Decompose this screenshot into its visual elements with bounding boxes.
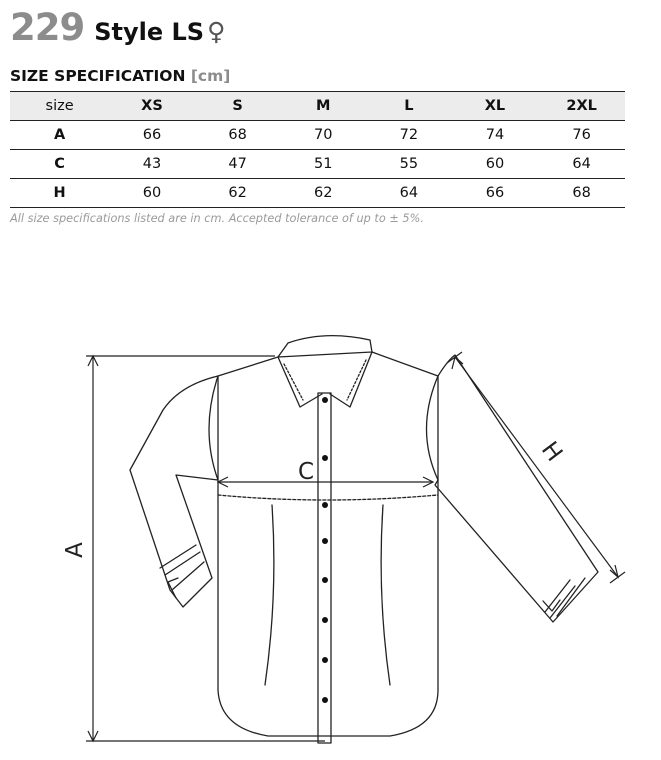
row-label: H: [10, 179, 109, 208]
table-cell: 47: [195, 150, 281, 179]
shirt-button: [322, 455, 328, 461]
shirt-button: [322, 577, 328, 583]
shirt-dart-left: [265, 505, 274, 685]
product-style-name: Style LS: [94, 18, 205, 46]
dim-h-label: H: [536, 437, 568, 467]
female-symbol-icon: ♀: [207, 17, 226, 46]
table-cell: 51: [280, 150, 366, 179]
table-cell: 72: [366, 121, 452, 150]
dim-a-label: A: [62, 542, 88, 558]
table-cell: 55: [366, 150, 452, 179]
row-label: A: [10, 121, 109, 150]
table-cell: 68: [538, 179, 625, 208]
shirt-sleeve-left: [130, 376, 218, 607]
size-header-cell: M: [280, 92, 366, 121]
table-cell: 64: [366, 179, 452, 208]
shirt-body-outline: [218, 352, 438, 736]
shirt-button: [322, 657, 328, 663]
table-cell: 68: [195, 121, 281, 150]
table-cell: 70: [280, 121, 366, 150]
size-header-cell: S: [195, 92, 281, 121]
size-header-cell: L: [366, 92, 452, 121]
product-code: 229: [10, 6, 85, 49]
shirt-dart-right: [381, 505, 390, 685]
table-cell: 64: [538, 150, 625, 179]
shirt-collar-band: [278, 336, 372, 357]
size-header-cell: XS: [109, 92, 195, 121]
shirt-sleeve-right: [435, 355, 598, 622]
shirt-button: [322, 397, 328, 403]
dim-h-line: [455, 357, 618, 577]
shirt-button: [322, 502, 328, 508]
table-cell: 62: [280, 179, 366, 208]
shirt-armhole-right: [427, 376, 439, 480]
shirt-button: [322, 538, 328, 544]
shirt-cuff-left: [160, 545, 204, 590]
table-cell: 43: [109, 150, 195, 179]
size-column-header: size: [10, 92, 109, 121]
dim-c-label: C: [297, 459, 315, 485]
table-cell: 60: [452, 150, 539, 179]
table-cell: 62: [195, 179, 281, 208]
size-header-cell: XL: [452, 92, 539, 121]
size-spec-unit: [cm]: [190, 67, 231, 85]
size-spec-title-text: SIZE SPECIFICATION: [10, 67, 186, 85]
shirt-chest-seam: [218, 495, 438, 500]
table-cell: 74: [452, 121, 539, 150]
shirt-collar-stitch: [284, 360, 366, 400]
tolerance-note: All size specifications listed are in cm. Accepted tolerance of up to ± 5%.: [10, 212, 424, 225]
shirt-button: [322, 617, 328, 623]
shirt-button: [322, 697, 328, 703]
table-cell: 60: [109, 179, 195, 208]
table-cell: 66: [109, 121, 195, 150]
shirt-armhole-left: [209, 376, 218, 480]
shirt-placket: [318, 393, 331, 743]
size-header-cell: 2XL: [538, 92, 625, 121]
table-cell: 76: [538, 121, 625, 150]
table-cell: 66: [452, 179, 539, 208]
row-label: C: [10, 150, 109, 179]
shirt-cuff-right: [545, 578, 585, 618]
